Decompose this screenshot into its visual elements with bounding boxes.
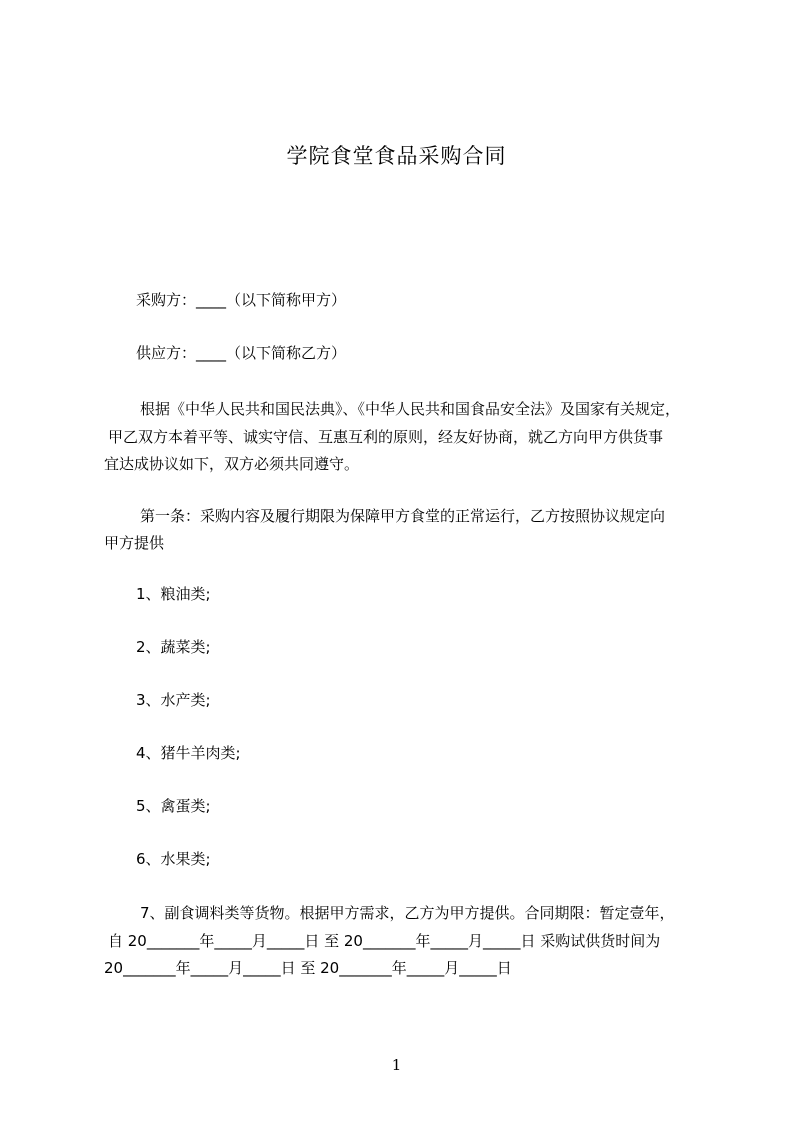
list-item-6: 6、水果类; (136, 850, 211, 868)
list-item-1: 1、粮油类; (136, 585, 211, 603)
buyer-line: 采购方：____（以下简称甲方） (136, 291, 347, 309)
preamble-line-3: 宜达成协议如下，双方必须共同遵守。 (104, 455, 360, 473)
article1-line-1: 第一条：采购内容及履行期限为保障甲方食堂的正常运行，乙方按照协议规定向 (140, 507, 666, 525)
item7-line-2: 自 20_______年_____月_____日 至 20_______年_____月_____日 采购试供货时间为 (108, 932, 661, 950)
preamble-line-2: 甲乙双方本着平等、诚实守信、互惠互利的原则，经友好协商，就乙方向甲方供货事 (108, 428, 664, 446)
supplier-line: 供应方：____（以下简称乙方） (136, 344, 347, 362)
article1-line-2: 甲方提供 (104, 534, 165, 552)
document-title: 学院食堂食品采购合同 (286, 144, 507, 168)
page-number: 1 (391, 1056, 402, 1074)
list-item-5: 5、禽蛋类; (136, 797, 211, 815)
list-item-2: 2、蔬菜类; (136, 638, 211, 656)
list-item-4: 4、猪牛羊肉类; (136, 744, 241, 762)
item7-line-3: 20_______年_____月_____日 至 20_______年_____月_____日 (104, 959, 512, 977)
list-item-3: 3、水产类; (136, 691, 211, 709)
item7-line-1: 7、副食调料类等货物。根据甲方需求，乙方为甲方提供。合同期限：暂定壹年， (140, 904, 675, 922)
preamble-line-1: 根据《中华人民共和国民法典》、《中华人民共和国食品安全法》及国家有关规定， (140, 400, 681, 418)
